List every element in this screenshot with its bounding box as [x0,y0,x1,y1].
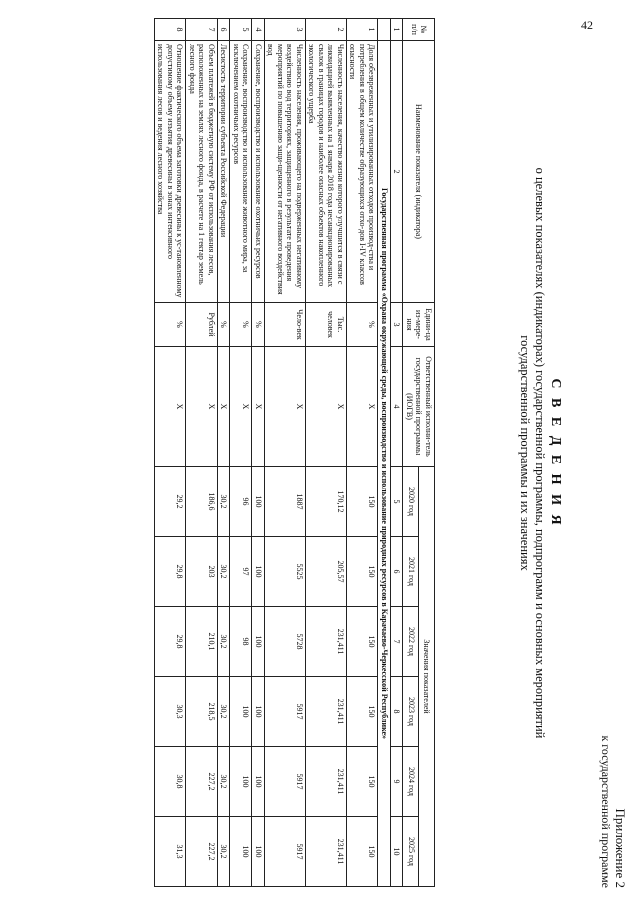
indicator-name: Доля обезвреженных и утилизированных отходов производ-ства и потребления в общем количестве образующихся отхо-дов I-IV классов опасности [347,41,379,303]
table-row [155,19,187,887]
value-cell: 100 [252,677,265,747]
executor-cell: Х [155,347,187,467]
appendix-note [599,588,628,888]
value-cell: 100 [252,747,265,817]
value-cell: 100 [252,467,265,537]
table-row [347,19,379,887]
column-number: 10 [391,817,404,887]
value-cell: 30,2 [218,747,231,817]
column-number-row [391,19,404,887]
table-row [230,19,252,887]
column-number: 5 [391,467,404,537]
column-number: 4 [391,347,404,467]
row-number: 3 [265,19,306,41]
row-number: 1 [347,19,379,41]
value-cell: 231,411 [306,747,347,817]
executor-cell: Х [347,347,379,467]
table-row [306,19,347,887]
indicators-table [154,18,435,887]
value-cell: 227,2 [186,817,218,887]
header-year: 2021 год [403,537,419,607]
page-number: 42 [581,18,593,32]
program-title-row [378,19,391,887]
header-year: 2025 год [403,817,419,887]
column-number: 7 [391,607,404,677]
table-row [218,19,231,887]
value-cell: 150 [347,677,379,747]
executor-cell: Х [218,347,231,467]
header-executor: Ответственный исполни-тель государственной программы (ИОГВ) [403,347,435,467]
appendix-subtitle: к государственной программе [599,735,613,888]
appendix-title: Приложение 2 [613,808,628,888]
header-unit: Едини-ца из-мере-ния [403,303,435,347]
value-cell: 30,2 [218,607,231,677]
value-cell: 231,411 [306,607,347,677]
document-heading [517,138,564,768]
value-cell: 100 [230,817,252,887]
executor-cell: Х [306,347,347,467]
unit-cell: % [155,303,187,347]
value-cell: 30,2 [218,537,231,607]
unit-cell: % [347,303,379,347]
document-subtitle-line1: о целевых показателях (индикаторах) государственной программы, подпрограмм и основных мероприятий [533,167,547,739]
value-cell: 31,3 [155,817,187,887]
unit-cell: % [252,303,265,347]
value-cell: 150 [347,817,379,887]
value-cell: 97 [230,537,252,607]
value-cell: 150 [347,747,379,817]
value-cell: 100 [230,747,252,817]
value-cell: 100 [252,607,265,677]
value-cell: 203 [186,537,218,607]
column-number: 6 [391,537,404,607]
table-row [186,19,218,887]
indicator-name: Численность населения, проживающего на подверженных негативному воздействию вод территориях, защищенного в результате проведения мероприятий по повышению защи-щенности от негативного воздействия вод [265,41,306,303]
value-cell: 30,3 [155,677,187,747]
value-cell: 218,5 [186,677,218,747]
column-number: 2 [391,41,404,303]
value-cell: 98 [230,607,252,677]
value-cell: 150 [347,537,379,607]
header-year: 2023 год [403,677,419,747]
value-cell: 96 [230,467,252,537]
document-subtitle-line2: государственной программы и их значениях [518,335,532,571]
header-year: 2024 год [403,747,419,817]
unit-cell: % [218,303,231,347]
table-row [265,19,306,887]
table-row [252,19,265,887]
column-number: 8 [391,677,404,747]
header-num: № п/п [403,19,435,41]
value-cell: 150 [347,467,379,537]
document-body [8,18,628,888]
value-cell: 231,411 [306,677,347,747]
unit-cell: Чело-век [265,303,306,347]
column-number: 1 [391,19,404,41]
value-cell: 5728 [265,607,306,677]
value-cell: 30,2 [218,817,231,887]
value-cell: 186,6 [186,467,218,537]
indicator-name: Сохранение, воспроизводство и использование животного мира, за исключением охотничьих ресурсов [230,41,252,303]
header-values-group: Значения показателей [419,467,435,887]
value-cell: 227,2 [186,747,218,817]
value-cell: 29,8 [155,607,187,677]
row-number: 4 [252,19,265,41]
value-cell: 150 [347,607,379,677]
row-number: 2 [306,19,347,41]
value-cell: 30,2 [218,467,231,537]
executor-cell: Х [252,347,265,467]
value-cell: 1887 [265,467,306,537]
executor-cell: Х [186,347,218,467]
row-number: 7 [186,19,218,41]
value-cell: 170,12 [306,467,347,537]
row-number: 6 [218,19,231,41]
row-number: 5 [230,19,252,41]
header-indicator-name: Наименование показателя (индикатора) [403,41,435,303]
value-cell: 30,8 [155,747,187,817]
column-number: 3 [391,303,404,347]
unit-cell: % [230,303,252,347]
value-cell: 30,2 [218,677,231,747]
header-year: 2022 год [403,607,419,677]
value-cell: 5917 [265,677,306,747]
row-number: 8 [155,19,187,41]
header-year: 2020 год [403,467,419,537]
executor-cell: Х [230,347,252,467]
value-cell: 29,8 [155,537,187,607]
document-title: С В Е Д Е Н И Я [548,378,563,528]
value-cell: 100 [252,817,265,887]
indicator-name: Сохранение, воспроизводство и использование охотничьих ресурсов [252,41,265,303]
program-title: Государственная программа «Охрана окружающей среды, воспроизводство и использование природных ресурсов в Карачаево-Черкесской Республике» [378,41,391,887]
value-cell: 205,57 [306,537,347,607]
column-number: 9 [391,747,404,817]
unit-cell: Рублей [186,303,218,347]
value-cell: 100 [230,677,252,747]
value-cell: 5917 [265,747,306,817]
executor-cell: Х [265,347,306,467]
indicator-name: Отношение фактического объема заготовки древесины к ус-тановленному допустимому объему изъятия древесины в зонах интенсивного использования лесов и ведения лесного хозяйства [155,41,187,303]
value-cell: 5917 [265,817,306,887]
value-cell: 210,1 [186,607,218,677]
value-cell: 231,411 [306,817,347,887]
indicator-name: Численность населения, качество жизни которого улучшится в связи с ликвидацией выявленных на 1 января 2018 года несанкционированных свалок в границах городов и наиболее опасных объектов накопленного экологического ущерба [306,41,347,303]
value-cell: 5525 [265,537,306,607]
value-cell: 29,2 [155,467,187,537]
unit-cell: Тыс. человек [306,303,347,347]
indicator-name: Объем платежей в бюджетную систему РФ от использования лесов, расположенных на землях лесного фонда, в расчете на 1 гектар земель лесного фонда [186,41,218,303]
indicator-name: Лесистость территории субъекта Российской Федерации [218,41,231,303]
value-cell: 100 [252,537,265,607]
